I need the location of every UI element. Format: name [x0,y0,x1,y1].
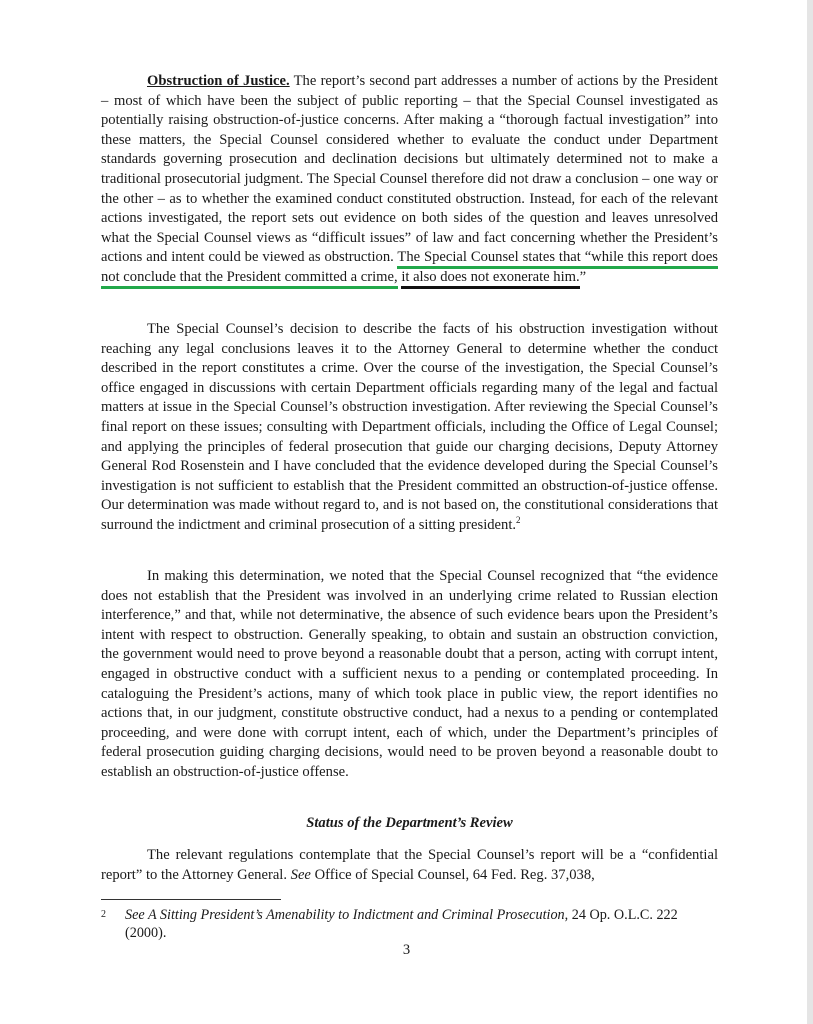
closing-quote: ” [579,268,587,285]
paragraph-text: In making this determination, we noted that the Special Counsel recognized that “the evidence does not establish that the President was involved in an underlying crime related to Russian election interference,” and that, while not determinative, the absence of such evidence bears upon the President’s intent with respect to obstruction. Generally speaking, to obtain and sustain an obstruction conviction, the government would need to prove beyond a reasonable doubt that a person, acting with corrupt intent, engaged in obstructive conduct with a sufficient nexus to a pending or contemplated proceeding. In cataloguing the President’s actions, many of which took place in public view, the report identifies no actions that, in our judgment, constitute obstructive conduct, had a nexus to a pending or contemplated proceeding, and were done with corrupt intent, each of which, under the Department’s principles of federal prosecution guiding charging decisions, would need to be proven beyond a reasonable doubt to establish an obstruction-of-justice offense. [101,568,718,780]
footnote-text [125,906,721,942]
paragraph-decision [101,320,718,536]
paragraph-text: The Special Counsel’s decision to describe the facts of his obstruction investigation without reaching any legal conclusions leaves it to the Attorney General to determine whether the conduct described in the report constitutes a crime. Over the course of the investigation, the Special Counsel’s office engaged in discussions with certain Department officials regarding many of the legal and factual matters at issue in the Special Counsel’s obstruction investigation. After reviewing the Special Counsel’s final report on these issues; consulting with Department officials, including the Office of Legal Counsel; and applying the principles of federal prosecution that guide our charging decisions, Deputy Attorney General Rod Rosenstein and I have concluded that the evidence developed during the Special Counsel’s investigation is not sufficient to establish that the President committed an obstruction-of-justice offense. Our determination was made without regard to, and is not based on, the constitutional considerations that surround the indictment and criminal prosecution of a sitting president. [101,321,718,533]
green-underline-highlight: The Special Counsel states that “while this report does not conclude that the President committed a crime, [101,249,718,289]
paragraph-text: The relevant regulations contemplate that the Special Counsel’s report will be a “confidential report” to the Attorney General. [101,847,718,883]
black-underline-highlight: it also does not exonerate him. [401,269,579,289]
footnote-reference[interactable]: 2 [516,515,521,526]
page-number: 3 [402,942,411,958]
paragraph-obstruction-of-justice [101,72,718,288]
section-heading: Status of the Department’s Review [306,815,513,831]
footnote [101,906,721,942]
footnote-number: 2 [101,909,106,920]
paragraph-regulations [101,846,718,885]
run-in-heading: Obstruction of Justice. [147,73,290,89]
footnote-citation: , 24 Op. O.L.C. 222 (2000). [125,907,678,941]
footnote-separator [101,899,281,900]
paragraph-text: The report’s second part addresses a number of actions by the President – most of which have been the subject of public reporting – that the Special Counsel investigated as potentially raising obstruction-of-justice concerns. After making a “thorough factual investigation” into these matters, the Special Counsel considered whether to evaluate the conduct under Department standards governing prosecution and declination decisions but ultimately determined not to make a traditional prosecutorial judgment. The Special Counsel therefore did not draw a conclusion – one way or the other – as to whether the examined conduct constituted obstruction. Instead, for each of the relevant actions investigated, the report sets out evidence on both sides of the question and leaves unresolved what the Special Counsel views as “difficult issues” of law and fact concerning whether the President’s actions and intent could be viewed as obstruction. [101,73,718,266]
citation-text: Office of Special Counsel, 64 Fed. Reg. 37,038, [310,866,595,883]
see-signal: See [290,866,311,883]
footnote-italic-title: See A Sitting President’s Amenability to Indictment and Criminal Prosecution [125,907,565,923]
paragraph-determination [101,567,718,783]
